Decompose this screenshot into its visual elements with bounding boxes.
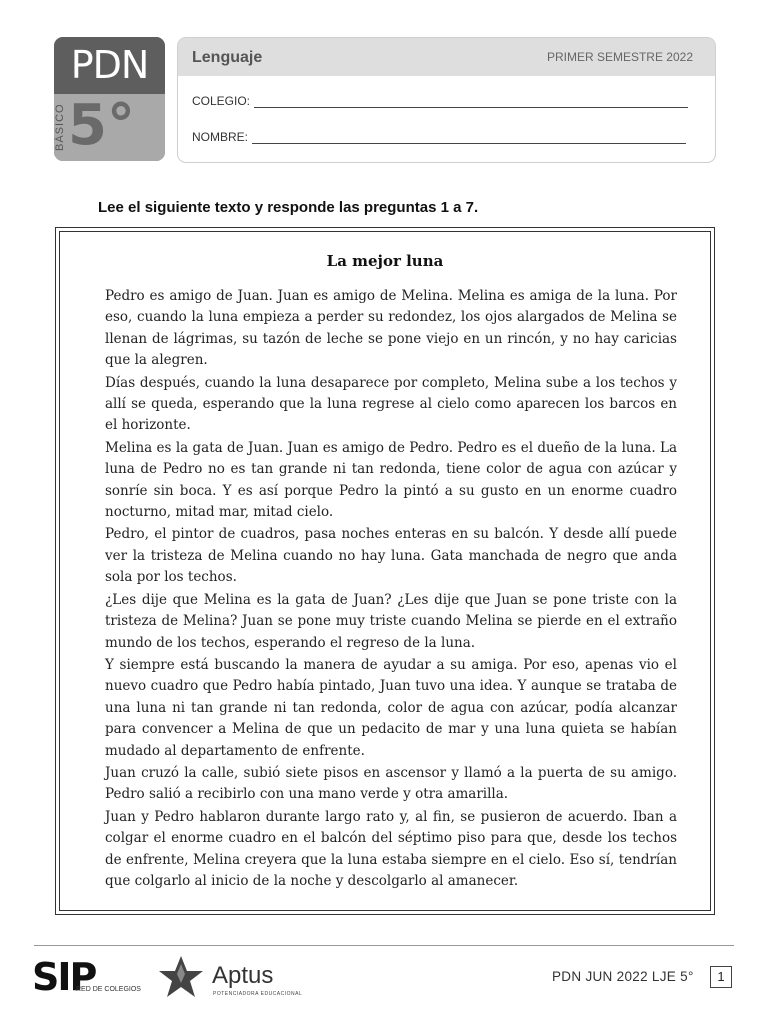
card-header	[178, 38, 715, 76]
school-label: COLEGIO:	[192, 94, 251, 108]
footer-divider	[34, 945, 734, 946]
star-icon	[158, 955, 204, 999]
story-paragraph: Melina es la gata de Juan. Juan es amigo de Pedro. Pedro es el dueño de la luna. La luna de Pedro no es tan grande ni tan redonda, tiene color de agua con azúcar y sonríe sin boca. Y es así porque Pedro la pintó a su gusto en un enorme cuadro nocturno, mitad mar, mitad cielo.	[105, 439, 677, 521]
subject-title: Lenguaje	[192, 49, 263, 66]
story-paragraph: Días después, cuando la luna desaparece por completo, Melina sube a los techos y allí se queda, esperando que la luna regrese al cielo como aparecen los barcos en el horizonte.	[105, 374, 677, 434]
story-paragraph: Y siempre está buscando la manera de ayudar a su amiga. Por eso, apenas vio el nuevo cuadro que Pedro había pintado, Juan tuvo una idea. Y aunque se trataba de una luna ni tan grande ni tan redonda, color de agua con azúcar, podía alcanzar para convencer a Melina de que un pedacito de mar y una luna quieta se habían mudado al departamento de enfrente.	[105, 656, 677, 759]
aptus-logo: Aptus	[212, 962, 274, 989]
badge-code: PDN	[70, 43, 149, 87]
story-box	[55, 227, 715, 915]
name-blank-line[interactable]	[252, 131, 686, 144]
instruction: Lee el siguiente texto y responde las preguntas 1 a 7.	[98, 199, 479, 216]
aptus-subtitle: POTENCIADORA EDUCACIONAL	[213, 991, 303, 997]
story-text	[105, 286, 677, 893]
story-title: La mejor luna	[326, 252, 444, 270]
school-field[interactable]	[192, 94, 688, 108]
name-label: NOMBRE:	[192, 130, 249, 144]
name-field[interactable]	[192, 130, 686, 144]
story-paragraph: ¿Les dije que Melina es la gata de Juan? ¿Les dije que Juan se pone triste con la tristeza de Melina? Juan se pone muy triste cuando Melina se pierde en el extraño mundo de los techos, esperando el regreso de la luna.	[105, 591, 677, 651]
story-paragraph: Juan y Pedro hablaron durante largo rato y, al fin, se pusieron de acuerdo. Iban a colgar el enorme cuadro en el balcón del séptimo piso para que, desde los techos de enfrente, Melina creyera que la luna estaba siempre en el cielo. Eso sí, tendrían que colgarlo al inicio de la noche y descolgarlo al amanecer.	[105, 808, 677, 889]
grade-badge	[54, 37, 165, 161]
story-paragraph: Pedro, el pintor de cuadros, pasa noches enteras en su balcón. Y desde allí puede ver la tristeza de Melina cuando no hay luna. Gata manchada de negro que anda sola por los techos.	[105, 526, 677, 586]
story-paragraph: Pedro es amigo de Juan. Juan es amigo de Melina. Melina es amiga de la luna. Por eso, cuando la luna empieza a perder su redondez, los ojos alargados de Melina se llenan de lágrimas, su tazón de leche se pone viejo en un rincón, y no hay caricias que la alegren.	[105, 288, 677, 369]
badge-level: BÁSICO	[54, 103, 66, 151]
story-paragraph: Juan cruzó la calle, subió siete pisos en ascensor y llamó a la puerta de su amigo. Pedro salió a recibirlo con una mano verde y otra amarilla.	[105, 764, 677, 803]
story-box-inner	[59, 231, 711, 911]
page-number: 1	[710, 966, 732, 988]
semester-label: PRIMER SEMESTRE 2022	[546, 50, 693, 64]
badge-grade: 5°	[68, 93, 135, 158]
header-card	[177, 37, 716, 163]
document-code: PDN JUN 2022 LJE 5°	[552, 969, 694, 984]
sip-subtitle: RED DE COLEGIOS	[76, 986, 141, 993]
sip-logo: SIP	[32, 955, 96, 999]
school-blank-line[interactable]	[254, 95, 688, 108]
